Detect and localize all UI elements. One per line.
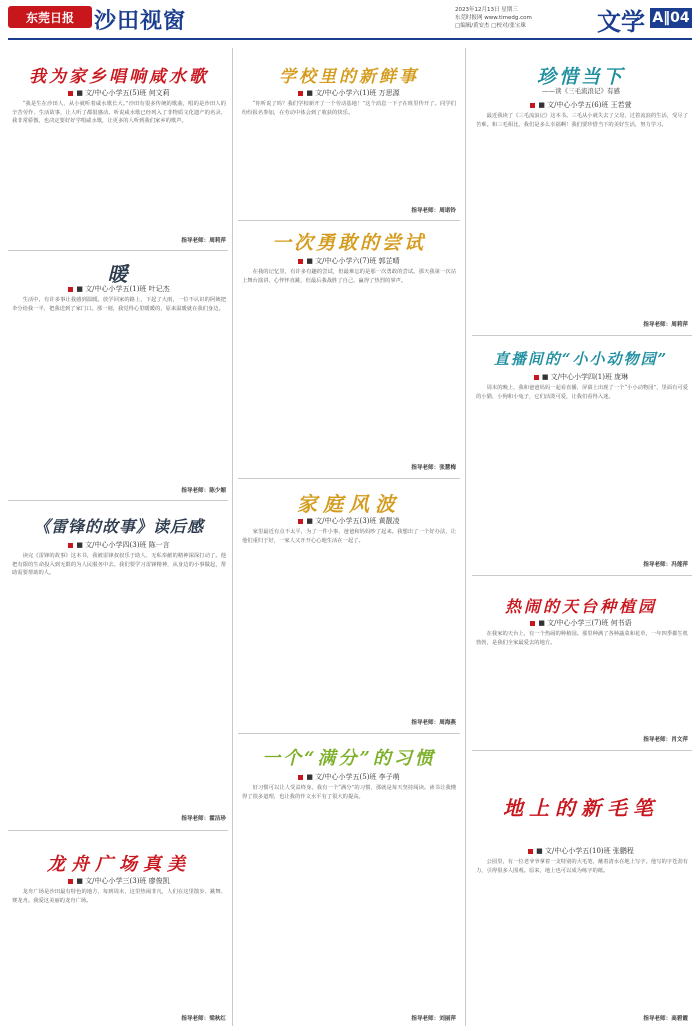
column-divider [465, 48, 466, 1026]
article-body: “我是生在沙田人，从小就听着咸水歌长大。”沙田有很多传统的歌曲，唱的是沙田人的辛苦劳作、生活故事，让人听了都很感动。听说咸水歌已经列入了非物质文化遗产的名录，我非常骄傲，也决定要好好学唱咸水歌，让更多的人听到我们家乡的歌声。 [12, 101, 226, 125]
tutor-credit: 指导老师：肖文萍 [643, 737, 688, 743]
article-headline: 学校里的新鲜事 [279, 67, 419, 87]
date-line: 2023年12月13日 星期三 [455, 7, 518, 13]
article-divider [238, 733, 460, 734]
article-headline: 我为家乡唱响咸水歌 [29, 67, 209, 87]
article-divider [8, 500, 228, 501]
article-headline: 珍惜当下 [536, 66, 625, 88]
article-body: 公园里，有一位老爷爷拿着一支特别的大毛笔，蘸着清水在地上写字。他写的字苍劲有力，引得很多人围观。原来，地上也可以成为练字的纸。 [476, 859, 688, 874]
tutor-credit: 指导老师：梁秋红 [181, 1016, 226, 1022]
masthead-rule [8, 38, 692, 40]
article-body: 龙舟广场是沙田最有特色的地方，每到周末，这里热闹非凡，人们在这里散步、跳舞、赛龙舟。我爱这美丽的龙舟广场。 [12, 889, 226, 904]
article-body: 在我家的天台上，有一个热闹的种植园。那里种满了各种蔬菜和花草，一年四季都生机勃勃，是我们全家最爱去的地方。 [476, 631, 688, 646]
article-body: 家里最近有点不太平，为了一件小事，爸爸和妈妈吵了起来。我想出了一个好办法，让他们重归于好，一家人又开开心心地生活在一起了。 [242, 529, 456, 544]
tutor-credit: 指导老师：周莉萍 [181, 238, 226, 244]
article-body: 最近我读了《三毛流浪记》这本书。三毛从小就失去了父母，过着流浪的生活，受尽了苦难。和三毛相比，我们是多么幸福啊！我们要珍惜当下的美好生活，努力学习。 [476, 113, 688, 128]
article-headline: 一次勇敢的尝试 [271, 232, 426, 254]
article-divider [238, 478, 460, 479]
tutor-credit: 指导老师：周莉萍 [643, 322, 688, 328]
article-byline: ■ 文/中心小学六(1)班 万思源 [236, 88, 462, 98]
article-byline: ■ 文/中心小学五(3)班 黄靓凌 [236, 516, 462, 526]
column-divider [232, 48, 233, 1026]
article-headline: 地上的新毛笔 [503, 796, 659, 820]
website-line: 东莞时报网 www.timedg.com [455, 15, 532, 21]
article-byline: ■ 文/中心小学五(5)班 何文莉 [8, 88, 230, 98]
article-body: 生活中，有许多事让我感到温暖。放学回家的路上，下起了大雨，一位不认识的阿姨把伞分给我一半，把我送到了家门口。那一刻，我觉得心里暖暖的，原来温暖就在我们身边。 [12, 297, 226, 312]
tutor-credit: 指导老师：霍洁珍 [181, 816, 226, 822]
tutor-credit: 指导老师：周海燕 [411, 720, 456, 726]
article-byline: ■ 文/中心小学六(7)班 郭芷晴 [236, 256, 462, 266]
article-headline: 热闹的天台种植园 [504, 597, 657, 616]
article-divider [472, 575, 692, 576]
article-body: “你听说了吗？我们学校新开了一个劳动基地！”这个消息一下子在班里传开了。同学们纷纷报名参加，在劳动中体会到了收获的快乐。 [242, 101, 456, 116]
article-headline: 直播间的“小小动物园” [493, 350, 669, 368]
article-divider [238, 220, 460, 221]
tutor-credit: 指导老师：张慧梅 [411, 465, 456, 471]
tutor-credit: 指导老师：高碧霞 [643, 1016, 688, 1022]
article-subtitle: ——读《三毛流浪记》有感 [542, 87, 620, 95]
article-divider [472, 750, 692, 751]
article-byline: ■ 文/中心小学四(3)班 陈一言 [8, 540, 230, 550]
article-divider [472, 335, 692, 336]
tutor-credit: 指导老师：陈少媚 [181, 488, 226, 494]
article-divider [8, 830, 228, 831]
article-headline: 一个“满分”的习惯 [262, 748, 436, 769]
tutor-credit: 指导老师：周诺铃 [411, 208, 456, 214]
tutor-credit: 指导老师：刘丽萍 [411, 1016, 456, 1022]
article-headline: 龙舟广场真美 [47, 854, 191, 875]
page-number: A‖04 [650, 8, 692, 28]
page-title: 沙田视窗 [94, 9, 187, 34]
article-body: 在我的记忆里，有许多有趣的尝试，但最难忘的是那一次勇敢的尝试。那天我第一次站上舞台演讲，心怦怦直跳，但最后我战胜了自己，赢得了热烈的掌声。 [242, 269, 456, 284]
article-headline: 《雷锋的故事》读后感 [33, 517, 204, 536]
article-headline: 家庭风波 [297, 492, 401, 516]
article-byline: ■ 文/中心小学四(1)班 庞琳 [470, 372, 692, 382]
article-headline: 暖 [107, 262, 131, 286]
article-byline: ■ 文/中心小学三(7)班 何书语 [470, 618, 692, 628]
article-divider [8, 250, 228, 251]
article-byline: ■ 文/中心小学三(3)班 廖俊凯 [8, 876, 230, 886]
article-byline: ■ 文/中心小学五(10)班 张鹏程 [470, 846, 692, 856]
newspaper-logo: 东莞日报 [8, 6, 92, 28]
article-byline: ■ 文/中心小学五(1)班 叶记杰 [8, 284, 230, 294]
article-byline: ■ 文/中心小学五(6)班 王若萱 [470, 100, 692, 110]
staff-line: □编辑/黄安杰 □校对/张宝珠 [455, 23, 526, 29]
article-body: 读完《雷锋的故事》这本书，我被雷锋叔叔乐于助人、无私奉献的精神深深打动了。他把有限的生命投入到无限的为人民服务中去。我们要学习雷锋精神，从身边的小事做起，帮助需要帮助的人。 [12, 553, 226, 577]
article-byline: ■ 文/中心小学五(5)班 李子萌 [236, 772, 462, 782]
section-title: 文学 [597, 8, 645, 36]
tutor-credit: 指导老师：冯莲萍 [643, 562, 688, 568]
article-body: 好习惯可以让人受益终身。我有一个“满分”的习惯，那就是每天坚持阅读。读书让我懂得了很多道理，也让我的作文水平有了很大的提高。 [242, 785, 456, 800]
article-body: 周末的晚上，我和爸爸妈妈一起看直播，屏幕上出现了一个“小小动物园”，里面有可爱的小猫、小狗和小兔子，它们活泼可爱，让我们看得入迷。 [476, 385, 688, 400]
